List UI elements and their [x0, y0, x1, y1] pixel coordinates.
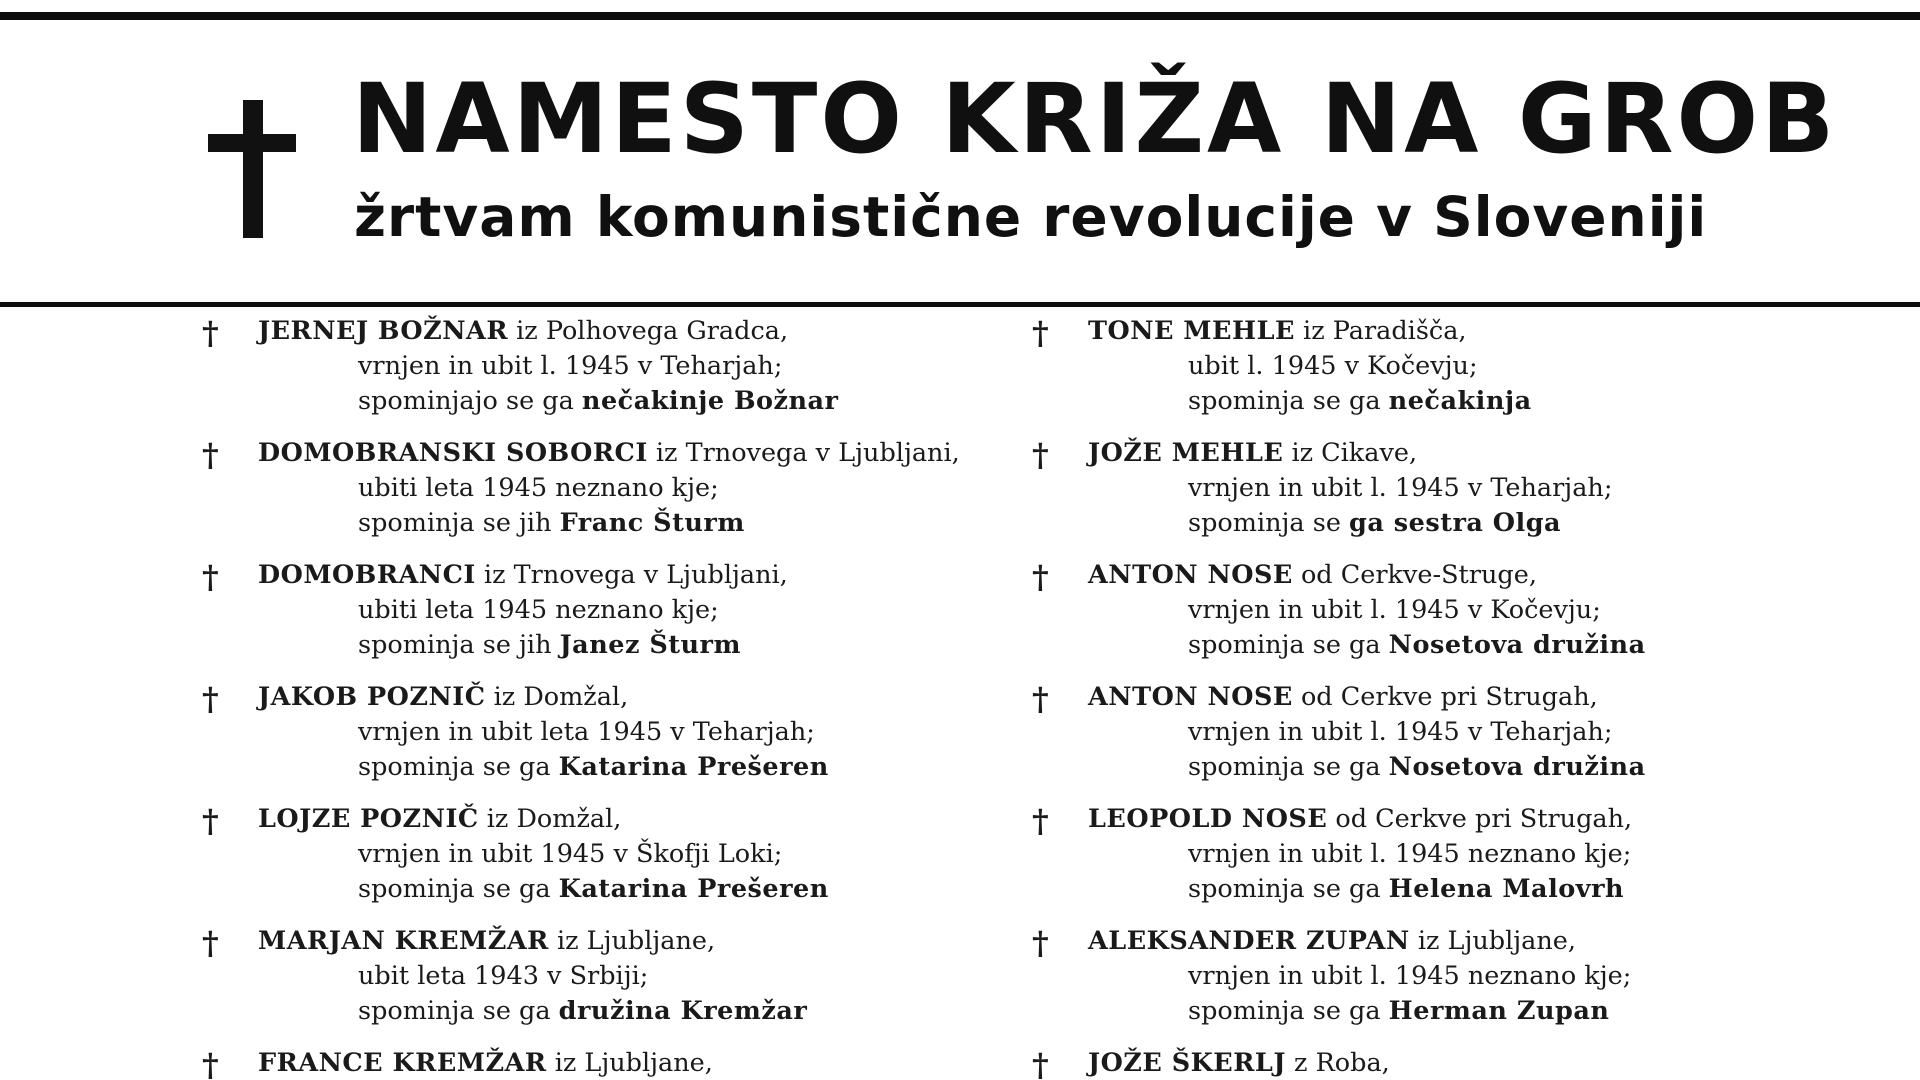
entry-origin: iz Domžal, [478, 804, 622, 834]
entry-name: DOMOBRANSKI SOBORCI [258, 438, 648, 468]
entry-remember-text: spominjajo se ga [358, 386, 582, 416]
memorial-entry [202, 924, 962, 1046]
entry-remembrance [358, 750, 829, 785]
entry-line-name [1088, 680, 1598, 715]
entry-fate: vrnjen in ubit l. 1945 v Teharjah; [1188, 717, 1613, 747]
entry-remembered-by: nečakinja [1388, 386, 1532, 416]
memorial-entry [1032, 802, 1792, 924]
entry-line-name [1088, 436, 1417, 471]
entry-origin: iz Polhovega Gradca, [508, 316, 789, 346]
entry-line-name [1088, 558, 1537, 593]
entry-remembrance [1188, 872, 1624, 907]
cross-icon: † [202, 436, 219, 474]
memorial-entry [1032, 680, 1792, 802]
header-divider [0, 302, 1920, 307]
entry-name: ANTON NOSE [1088, 682, 1293, 712]
entry-remembrance [358, 872, 829, 907]
top-rule [0, 12, 1920, 20]
right-column [1032, 314, 1792, 1080]
entry-remember-text: spominja se ga [1188, 996, 1389, 1026]
cross-icon: † [202, 680, 219, 718]
cross-icon: † [202, 314, 219, 352]
memorial-entry [1032, 314, 1792, 436]
memorial-entry [1032, 558, 1792, 680]
entry-remember-text: spominja se ga [358, 874, 559, 904]
entry-fate: ubiti leta 1945 neznano kje; [358, 473, 719, 503]
entry-line-name [1088, 314, 1467, 349]
cross-icon: † [202, 558, 219, 596]
cross-icon: † [1032, 558, 1049, 596]
entry-name: ALEKSANDER ZUPAN [1088, 926, 1410, 956]
entry-name: ANTON NOSE [1088, 560, 1293, 590]
entry-origin: od Cerkve pri Strugah, [1327, 804, 1633, 834]
cross-icon: † [202, 924, 219, 962]
entry-remembrance [358, 628, 741, 663]
entry-origin: iz Domžal, [485, 682, 629, 712]
entry-name: JOŽE ŠKERLJ [1088, 1048, 1286, 1078]
entry-line-name [258, 1046, 713, 1080]
memorial-entry [1032, 1046, 1792, 1080]
entry-line-name [258, 680, 628, 715]
entry-name: JOŽE MEHLE [1088, 438, 1284, 468]
cross-icon: † [1032, 680, 1049, 718]
entry-remembered-by: ga sestra Olga [1349, 508, 1562, 538]
entry-line-name [258, 436, 960, 471]
entry-name: JERNEJ BOŽNAR [258, 316, 509, 346]
cross-icon: † [1032, 802, 1049, 840]
entry-remembrance [358, 506, 745, 541]
memorial-entry [202, 558, 962, 680]
entry-remembered-by: Janez Šturm [559, 630, 741, 660]
memorial-entry [202, 1046, 962, 1080]
entry-remember-text: spominja se ga [1188, 386, 1389, 416]
left-column [202, 314, 962, 1080]
entry-origin: iz Paradišča, [1294, 316, 1467, 346]
entry-fate: vrnjen in ubit leta 1945 v Teharjah; [358, 717, 815, 747]
memorial-entry [202, 680, 962, 802]
entry-remember-text: spominja se jih [358, 508, 560, 538]
entry-line-name [258, 314, 788, 349]
cross-icon [208, 100, 296, 240]
memorial-entry [1032, 924, 1792, 1046]
page-subtitle: žrtvam komunistične revolucije v Sloveniji [354, 185, 1708, 249]
entry-origin: iz Ljubljane, [548, 926, 716, 956]
entry-name: JAKOB POZNIČ [258, 682, 486, 712]
entry-remembered-by: Katarina Prešeren [558, 752, 829, 782]
entry-line-name [258, 924, 715, 959]
entry-remembered-by: nečakinje Božnar [581, 386, 839, 416]
page-title: NAMESTO KRIŽA NA GROB [352, 63, 1838, 175]
entry-origin: od Cerkve pri Strugah, [1292, 682, 1598, 712]
memorial-entry [202, 436, 962, 558]
entry-line-name [1088, 924, 1576, 959]
entry-remember-text: spominja se ga [358, 752, 559, 782]
entry-remembered-by: Helena Malovrh [1388, 874, 1625, 904]
entry-name: DOMOBRANCI [258, 560, 476, 590]
entry-remembrance [1188, 628, 1646, 663]
entry-remembrance [1188, 384, 1532, 419]
memorial-entry [202, 314, 962, 436]
entry-remembered-by: družina Kremžar [558, 996, 808, 1026]
entry-remember-text: spominja se ga [1188, 874, 1389, 904]
entry-origin: od Cerkve-Struge, [1292, 560, 1537, 590]
entry-origin: iz Ljubljane, [546, 1048, 713, 1078]
entry-fate: vrnjen in ubit l. 1945 v Teharjah; [358, 351, 783, 381]
entry-name: MARJAN KREMŽAR [258, 926, 549, 956]
entry-line-name [258, 802, 621, 837]
entry-fate: ubit l. 1945 v Kočevju; [1188, 351, 1478, 381]
cross-icon: † [1032, 1046, 1049, 1080]
cross-icon: † [1032, 314, 1049, 352]
memorial-entry [202, 802, 962, 924]
entry-remembered-by: Katarina Prešeren [558, 874, 829, 904]
entry-name: FRANCE KREMŽAR [258, 1048, 547, 1078]
cross-icon: † [1032, 924, 1049, 962]
entry-fate: vrnjen in ubit 1945 v Škofji Loki; [358, 839, 783, 869]
entry-remembered-by: Nosetova družina [1388, 752, 1646, 782]
cross-icon: † [1032, 436, 1049, 474]
entry-remembrance [1188, 994, 1609, 1029]
entry-remember-text: spominja se [1188, 508, 1350, 538]
entry-remembrance [358, 384, 839, 419]
entry-origin: iz Trnovega v Ljubljani, [647, 438, 960, 468]
entry-line-name [1088, 802, 1632, 837]
entry-origin: iz Cikave, [1283, 438, 1418, 468]
entry-fate: vrnjen in ubit l. 1945 v Kočevju; [1188, 595, 1601, 625]
entry-remembered-by: Herman Zupan [1388, 996, 1610, 1026]
entry-remember-text: spominja se ga [1188, 630, 1389, 660]
entry-remember-text: spominja se ga [1188, 752, 1389, 782]
entry-origin: z Roba, [1285, 1048, 1390, 1078]
cross-icon: † [202, 802, 219, 840]
entry-origin: iz Trnovega v Ljubljani, [475, 560, 788, 590]
cross-icon: † [202, 1046, 219, 1080]
entry-remembrance [1188, 506, 1561, 541]
entry-origin: iz Ljubljane, [1409, 926, 1576, 956]
entry-name: TONE MEHLE [1088, 316, 1295, 346]
entry-remember-text: spominja se jih [358, 630, 560, 660]
entry-fate: vrnjen in ubit l. 1945 v Teharjah; [1188, 473, 1613, 503]
entry-fate: ubiti leta 1945 neznano kje; [358, 595, 719, 625]
entry-line-name [1088, 1046, 1390, 1080]
entry-fate: vrnjen in ubit l. 1945 neznano kje; [1188, 961, 1632, 991]
entry-fate: vrnjen in ubit l. 1945 neznano kje; [1188, 839, 1632, 869]
entry-name: LEOPOLD NOSE [1088, 804, 1328, 834]
entry-remembered-by: Nosetova družina [1388, 630, 1646, 660]
entry-remember-text: spominja se ga [358, 996, 559, 1026]
entry-line-name [258, 558, 788, 593]
entry-name: LOJZE POZNIČ [258, 804, 479, 834]
memorial-entry [1032, 436, 1792, 558]
entry-remembered-by: Franc Šturm [559, 508, 745, 538]
entry-fate: ubit leta 1943 v Srbiji; [358, 961, 649, 991]
entry-remembrance [358, 994, 807, 1029]
entry-remembrance [1188, 750, 1646, 785]
